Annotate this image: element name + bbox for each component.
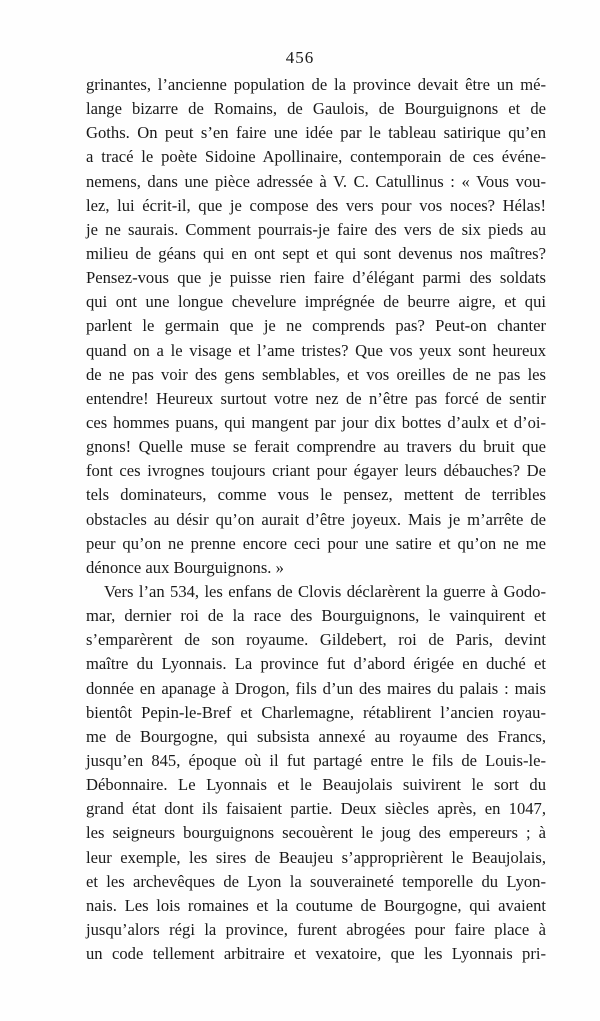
text-line: grinantes, l’ancienne population de la province devait être un mé- (86, 75, 546, 94)
body-text (86, 73, 546, 966)
text-line: Débonnaire. Le Lyonnais et le Beaujolais suivirent le sort du (86, 775, 546, 795)
text-line: qui ont une longue chevelure imprégnée de beurre aigre, et qui (86, 292, 546, 312)
text-line: donnée en apanage à Drogon, fils d’un des maires du palais : mais (86, 678, 546, 698)
text-line: de ne pas voir des gens semblables, et vos oreilles de ne pas les (86, 364, 546, 384)
text-line: lez, lui écrit-il, que je compose des vers pour vos noces? Hélas! (86, 195, 546, 215)
text-line: un code tellement arbitraire et vexatoire, que les Lyonnais pri- (86, 944, 546, 964)
text-line: quand on a le visage et l’ame tristes? Que vos yeux sont heureux (86, 340, 546, 360)
text-line: gnons! Quelle muse se ferait comprendre au travers du bruit que (86, 437, 546, 457)
text-line: me de Bourgogne, qui subsista annexé au royaume des Francs, (86, 726, 546, 746)
text-line: leur exemple, les sires de Beaujeu s’approprièrent le Beaujolais, (86, 847, 546, 867)
text-line: milieu de géans qui en ont sept et qui sont devenus nos maîtres? (86, 243, 546, 263)
text-line: a tracé le poète Sidoine Apollinaire, contemporain de ces événe- (86, 147, 546, 167)
text-line: ces hommes puans, qui mangent par jour dix bottes d’aulx et d’oi- (86, 412, 546, 432)
text-line: mar, dernier roi de la race des Bourguignons, le vainquirent et (86, 606, 546, 626)
text-line: entendre! Heureux surtout votre nez de n’être pas forcé de sentir (86, 388, 546, 408)
text-line: dénonce aux Bourguignons. » (86, 557, 284, 577)
text-line: s’emparèrent de son royaume. Gildebert, roi de Paris, devint (86, 630, 546, 650)
text-line: les seigneurs bourguignons secouèrent le joug des empereurs ; à (86, 823, 546, 843)
text-line: bientôt Pepin-le-Bref et Charlemagne, rétablirent l’ancien royau- (86, 702, 546, 722)
text-line: Pensez-vous que je puisse rien faire d’élégant parmi des soldats (86, 268, 546, 288)
text-line: jusqu’alors régi la province, furent abrogées pour faire place à (86, 919, 546, 939)
text-line: je ne saurais. Comment pourrais-je faire des vers de six pieds au (86, 219, 546, 239)
text-line: grand état dont ils faisaient partie. Deux siècles après, en 1047, (86, 799, 546, 819)
text-line: et les archevêques de Lyon la souveraineté temporelle du Lyon- (86, 871, 546, 891)
text-line: obstacles au désir qu’on aurait d’être joyeux. Mais je m’arrête de (86, 509, 546, 529)
text-line: maître du Lyonnais. La province fut d’abord érigée en duché et (86, 654, 546, 674)
text-line: font ces ivrognes toujours criant pour égayer leurs débauches? De (86, 461, 546, 481)
text-line: Vers l’an 534, les enfans de Clovis déclarèrent la guerre à Godo- (104, 581, 546, 601)
page-number: 456 (285, 48, 315, 67)
text-line: jusqu’en 845, époque où il fut partagé entre le fils de Louis-le- (86, 750, 546, 770)
text-line: nais. Les lois romaines et la coutume de Bourgogne, qui avaient (86, 895, 546, 915)
text-line: peur qu’on ne prenne encore ceci pour une satire et qu’on ne me (86, 533, 546, 553)
text-line: nemens, dans une pièce adressée à V. C. Catullinus : « Vous vou- (86, 171, 546, 191)
text-line: parlent le germain que je ne comprends pas? Peut-on chanter (86, 316, 546, 336)
text-line: Goths. On peut s’en faire une idée par le tableau satirique qu’en (86, 123, 546, 143)
text-line: tels dominateurs, comme vous le pensez, mettent de terribles (86, 485, 546, 505)
text-line: lange bizarre de Romains, de Gaulois, de Bourguignons et de (86, 99, 546, 119)
